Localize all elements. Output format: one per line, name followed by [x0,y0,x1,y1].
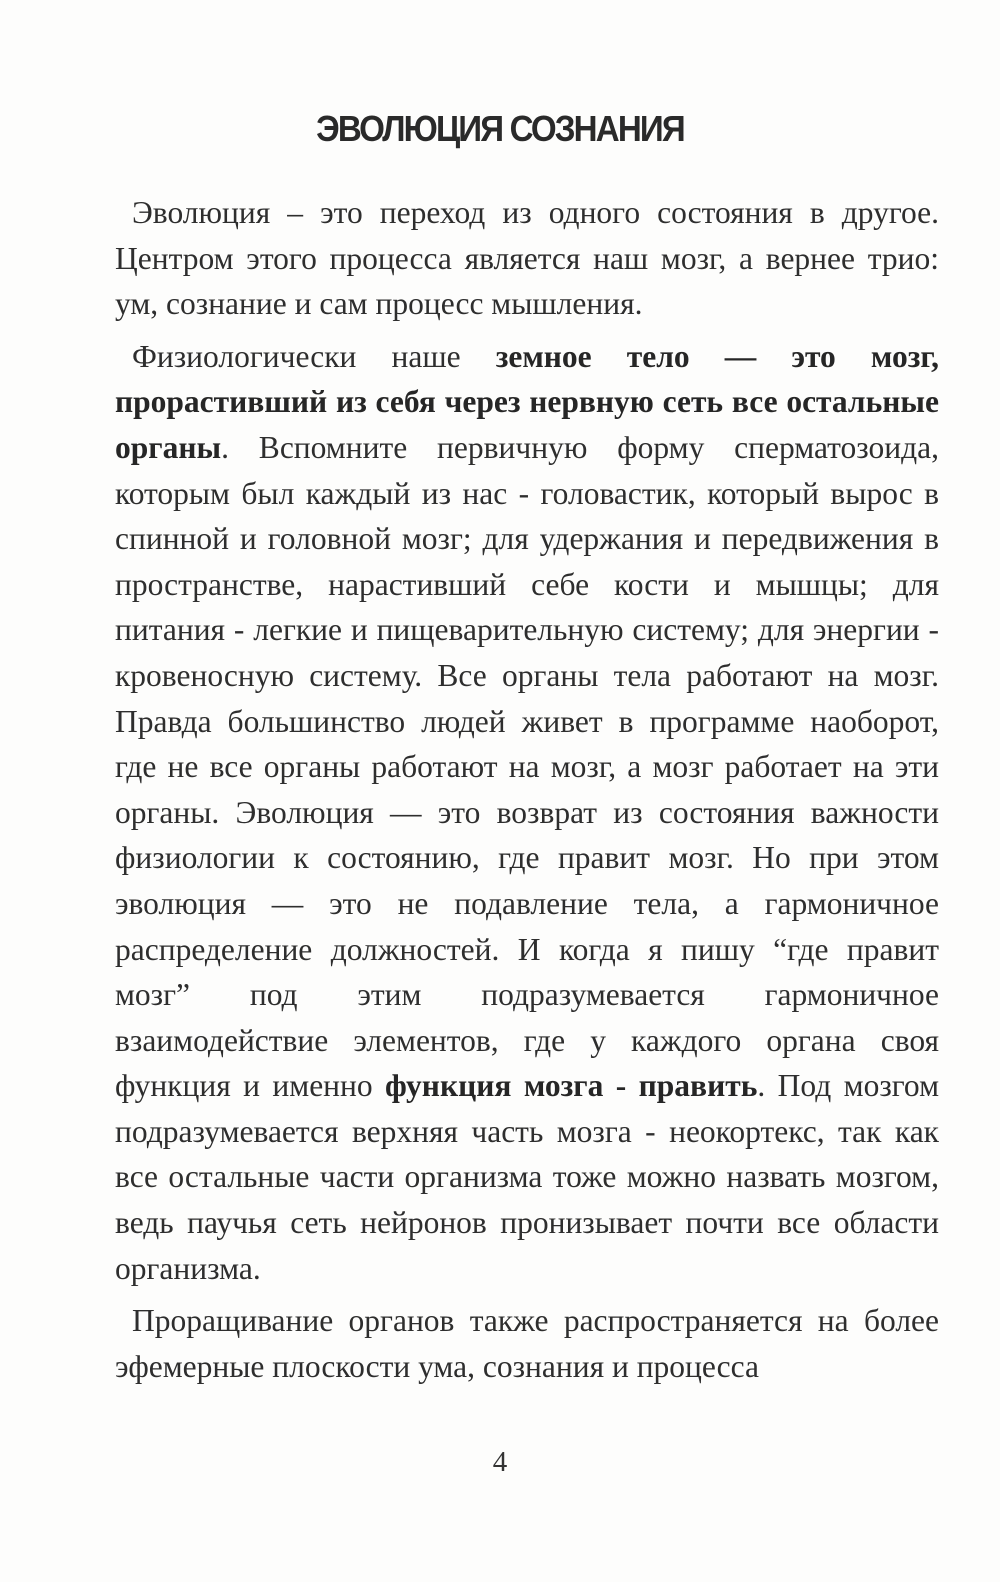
chapter-title: ЭВОЛЮЦИЯ СОЗНАНИЯ [316,108,684,149]
paragraph-2-ending: . Под мозгом подразумевается верхняя часть мозга - неокортекс, так как все остальные части организма тоже можно назвать мозгом, ведь паучья сеть нейронов пронизывает почти все области организма. [115,1068,939,1286]
paragraph-2-intro: Физиологически наше [132,338,496,374]
paragraph-1: Эволюция – это переход из одного состояния в другое. Центром этого процесса является наш мозг, а вернее трио: ум, сознание и сам процесс мышления. [115,195,939,322]
page-number: 4 [492,1446,508,1478]
paragraph-3: Проращивание органов также распространяется на более эфемерные плоскости ума, сознания и процесса [115,1303,939,1384]
body-text [115,190,939,1396]
paragraph-2-middle: . Вспомните первичную форму сперматозоида, которым был каждый из нас - головастик, который вырос в спинной и головной мозг; для удержания и передвижения в пространстве, нарастивший себе кости и мышцы; для питания - легкие и пищеварительную систему; для энергии - кровеносную систему. Все органы тела работают на мозг. Правда большинство людей живет в программе наоборот, где не все органы работают на мозг, а мозг работает на эти органы. Эволюция — это возврат из состояния важности физиологии к состоянию, где правит мозг. Но при этом эволюция — это не подавление тела, а гармоничное распределение должностей. И когда я пишу “где правит мозг” под этим подразумевается гармоничное взаимодействие элементов, где у каждого органа своя функция и именно [115,429,939,1104]
bold-phrase-earthly-body: земное тело — это мозг, прорастивший из себя через нервную сеть все остальные органы [115,338,939,465]
paragraph-2 [115,334,939,1291]
bold-phrase-brain-function: функция мозга - править [385,1068,758,1104]
